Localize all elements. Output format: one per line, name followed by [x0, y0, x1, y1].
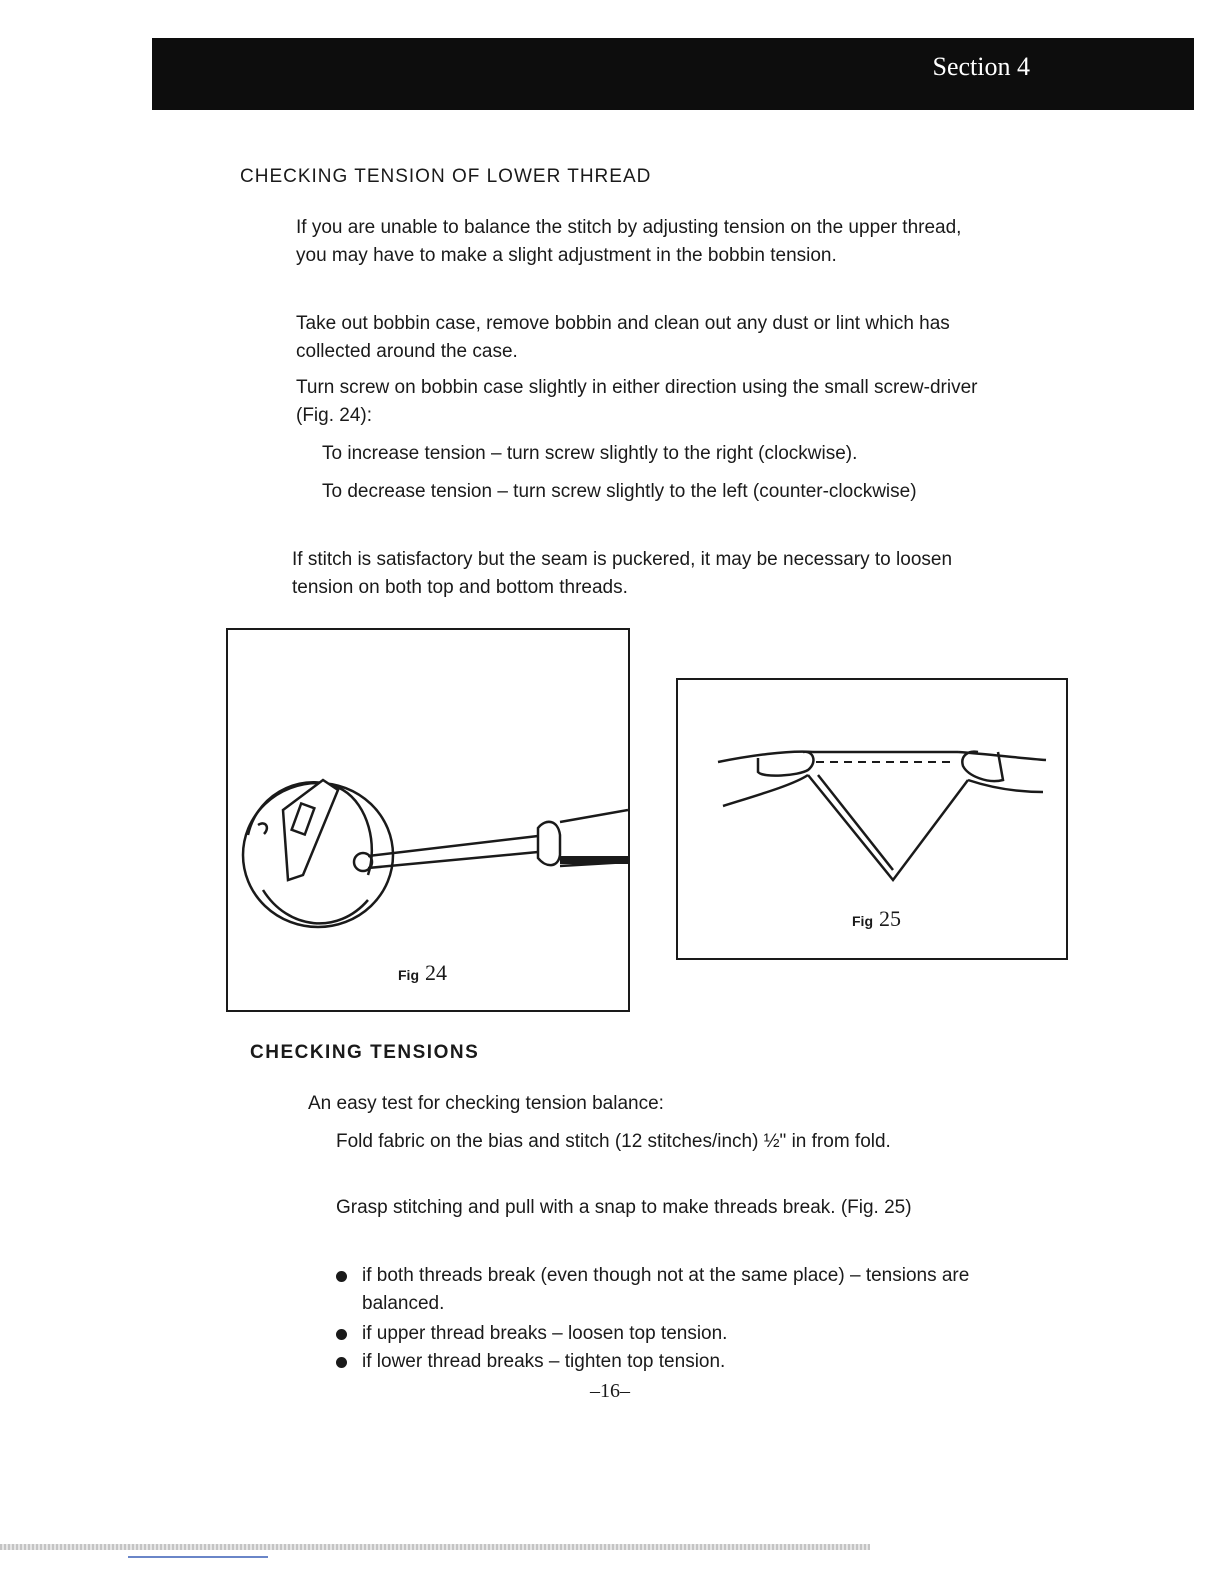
- bullet-icon: [336, 1271, 347, 1282]
- paragraph-decrease: To decrease tension – turn screw slightly to the left (counter-clockwise): [322, 481, 917, 502]
- section-title: Section 4: [932, 52, 1030, 81]
- tensions-heading: CHECKING TENSIONS: [250, 1042, 480, 1063]
- paragraph-increase: To increase tension – turn screw slightly to the right (clockwise).: [322, 443, 858, 464]
- page-number: –16–: [590, 1380, 630, 1402]
- paragraph-puckered: If stitch is satisfactory but the seam is puckered, it may be necessary to loosen tension on both top and bottom threads.: [292, 549, 953, 598]
- bullet-text-balanced: if both threads break (even though not at the same place) – tensions are balanced.: [362, 1265, 970, 1314]
- section-header-bar: [152, 38, 1194, 110]
- fig-25-number: 25: [879, 906, 901, 931]
- bullet-icon: [336, 1329, 347, 1340]
- list-item: [362, 1262, 988, 1318]
- paragraph-balance: If you are unable to balance the stitch by adjusting tension on the upper thread, you may have to make a slight adjustment in the bobbin tension.: [296, 217, 962, 266]
- fig-25-word: Fig: [852, 913, 873, 929]
- figure-25: [676, 678, 1068, 960]
- fig-24-word: Fig: [398, 967, 419, 983]
- bobbin-screwdriver-illustration: [228, 630, 628, 1010]
- tensions-intro: An easy test for checking tension balance:: [308, 1093, 664, 1114]
- list-item: [362, 1348, 988, 1376]
- paragraph-turn-screw: Turn screw on bobbin case slightly in either direction using the small screw-driver (Fig. 24):: [296, 377, 978, 426]
- fig-25-caption: [852, 906, 901, 932]
- tensions-step-grasp: Grasp stitching and pull with a snap to make threads break. (Fig. 25): [336, 1197, 912, 1218]
- tensions-step-fold: Fold fabric on the bias and stitch (12 stitches/inch) ½" in from fold.: [336, 1131, 891, 1152]
- bullet-text-lower: if lower thread breaks – tighten top tension.: [362, 1351, 726, 1372]
- lower-thread-heading: CHECKING TENSION OF LOWER THREAD: [240, 166, 652, 187]
- fig-24-number: 24: [425, 960, 447, 985]
- bullet-icon: [336, 1357, 347, 1368]
- fig-24-caption: [398, 960, 447, 986]
- scan-artifact-line: [128, 1556, 268, 1558]
- paragraph-clean: Take out bobbin case, remove bobbin and clean out any dust or lint which has collected around the case.: [296, 313, 950, 362]
- bullet-text-upper: if upper thread breaks – loosen top tension.: [362, 1323, 728, 1344]
- list-item: [362, 1320, 988, 1348]
- scan-artifact-bar: [0, 1544, 870, 1550]
- figure-24: [226, 628, 630, 1012]
